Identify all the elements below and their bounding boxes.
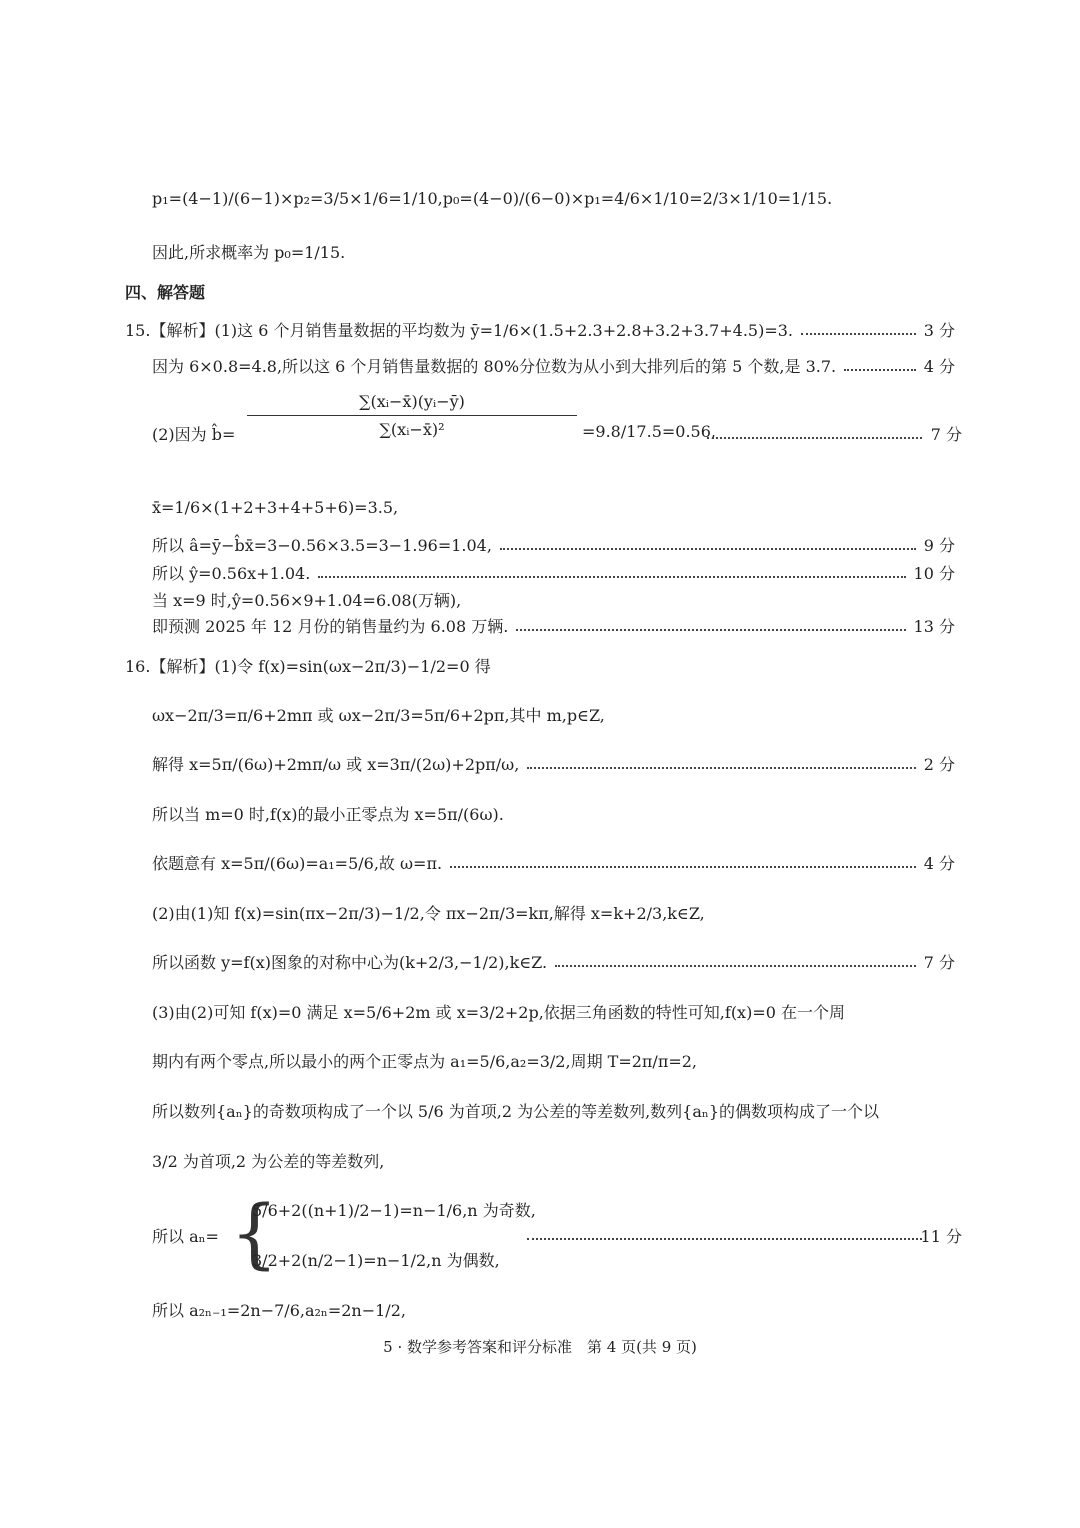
formula-result: =9.8/17.5=0.56, xyxy=(582,422,716,441)
text: (2)由(1)知 f(x)=sin(πx−2π/3)−1/2,令 πx−2π/3=kπ,解得 x=k+2/3,k∈Z, xyxy=(152,904,705,923)
text: 解得 x=5π/(6ω)+2mπ/ω 或 x=3π/(2ω)+2pπ/ω, xyxy=(152,755,520,774)
text: 所以数列{aₙ}的奇数项构成了一个以 5/6 为首项,2 为公差的等差数列,数列{aₙ}的偶数项构成了一个以 xyxy=(152,1102,880,1121)
brace-icon: { xyxy=(230,1188,279,1277)
text: ωx−2π/3=π/6+2mπ 或 ωx−2π/3=5π/6+2pπ,其中 m,p∈Z, xyxy=(152,706,605,725)
score: 2 分 xyxy=(923,755,955,774)
text: 所以当 m=0 时,f(x)的最小正零点为 x=5π/(6ω). xyxy=(152,805,504,824)
score: 7 分 xyxy=(930,425,962,444)
denominator-text: ∑(xᵢ−x̄)² xyxy=(379,420,445,439)
text: 所以函数 y=f(x)图象的对称中心为(k+2/3,−1/2),k∈Z. xyxy=(152,953,548,972)
probability-conclusion xyxy=(152,242,955,264)
text: 因为 6×0.8=4.8,所以这 6 个月销售量数据的 80%分位数为从小到大排列后的第 5 个数,是 3.7. xyxy=(152,357,837,376)
q15-part1-line xyxy=(125,320,955,342)
score: 9 分 xyxy=(923,536,955,555)
q16-period-line xyxy=(152,1051,955,1073)
q16-intro-line xyxy=(125,656,955,678)
q16-solution-line xyxy=(152,754,955,776)
score: 3 分 xyxy=(923,321,955,340)
leader-dots xyxy=(707,437,922,439)
text: 当 x=9 时,ŷ=0.56×9+1.04=6.08(万辆), xyxy=(152,591,462,610)
score: 11 分 xyxy=(920,1227,962,1246)
formula-label: 所以 aₙ= xyxy=(152,1227,219,1246)
q16-even-terms-line xyxy=(152,1151,955,1173)
text: 所以 ŷ=0.56x+1.04. xyxy=(152,564,311,583)
leader-dots xyxy=(527,767,915,769)
probability-line xyxy=(152,188,955,210)
leader-dots xyxy=(318,576,905,578)
q16-min-zero-line xyxy=(152,804,955,826)
leader-dots xyxy=(500,548,916,550)
q16-subsequence-line xyxy=(152,1300,955,1322)
score: 10 分 xyxy=(913,564,955,583)
text: x̄=1/6×(1+2+3+4+5+6)=3.5, xyxy=(152,498,399,517)
q16-equation-line xyxy=(152,705,955,727)
case-even: 3/2+2(n/2−1)=n−1/2,n 为偶数, xyxy=(252,1251,500,1270)
text: 期内有两个零点,所以最小的两个正零点为 a₁=5/6,a₂=3/2,周期 T=2π/π=2, xyxy=(152,1052,698,1071)
text: (3)由(2)可知 f(x)=0 满足 x=5/6+2m 或 x=3/2+2p,依据三角函数的特性可知,f(x)=0 在一个周 xyxy=(152,1003,845,1022)
denominator xyxy=(247,416,577,439)
regression-line xyxy=(152,563,955,585)
prediction-calc-line xyxy=(152,590,955,612)
leader-dots xyxy=(527,1238,922,1240)
formula-label: (2)因为 b̂= xyxy=(152,425,236,444)
q16-part2-line xyxy=(152,903,955,925)
fraction xyxy=(247,392,577,439)
q16-part3-line xyxy=(152,1002,955,1024)
a-hat-line xyxy=(152,535,955,557)
prediction-line xyxy=(152,616,955,638)
leader-dots xyxy=(801,333,916,335)
xbar-line xyxy=(152,497,955,519)
case-odd: 5/6+2((n+1)/2−1)=n−1/6,n 为奇数, xyxy=(252,1201,536,1220)
leader-dots xyxy=(450,866,916,868)
score: 13 分 xyxy=(913,617,955,636)
numerator-text: ∑(xᵢ−x̄)(yᵢ−ȳ) xyxy=(359,392,465,411)
section-heading xyxy=(125,282,955,304)
text: 即预测 2025 年 12 月份的销售量约为 6.08 万辆. xyxy=(152,617,509,636)
score: 4 分 xyxy=(923,357,955,376)
page-footer xyxy=(0,1336,1080,1357)
score: 7 分 xyxy=(923,953,955,972)
text: 15.【解析】(1)这 6 个月销售量数据的平均数为 ȳ=1/6×(1.5+2.3+2.8+3.2+3.7+4.5)=3. xyxy=(125,321,794,340)
text: 四、解答题 xyxy=(125,283,206,302)
q15-percentile-line xyxy=(152,356,955,378)
text: 16.【解析】(1)令 f(x)=sin(ωx−2π/3)−1/2=0 得 xyxy=(125,657,491,676)
q16-omega-line xyxy=(152,853,955,875)
leader-dots xyxy=(516,629,905,631)
leader-dots xyxy=(844,369,916,371)
text: 所以 â=ȳ−b̂x̄=3−0.56×3.5=3−1.96=1.04, xyxy=(152,536,492,555)
footer-text: 5 · 数学参考答案和评分标准 第 4 页(共 9 页) xyxy=(383,1338,697,1356)
q16-symmetry-line xyxy=(152,952,955,974)
regression-slope-formula xyxy=(152,392,962,492)
text: 依题意有 x=5π/(6ω)=a₁=5/6,故 ω=π. xyxy=(152,854,443,873)
text: 因此,所求概率为 p₀=1/15. xyxy=(152,243,346,262)
q16-odd-terms-line xyxy=(152,1101,955,1123)
leader-dots xyxy=(555,965,916,967)
score: 4 分 xyxy=(923,854,955,873)
numerator xyxy=(247,392,577,416)
text: 3/2 为首项,2 为公差的等差数列, xyxy=(152,1152,385,1171)
piecewise-formula xyxy=(152,1190,962,1280)
text: 所以 a₂ₙ₋₁=2n−7/6,a₂ₙ=2n−1/2, xyxy=(152,1301,406,1320)
text: p₁=(4−1)/(6−1)×p₂=3/5×1/6=1/10,p₀=(4−0)/(6−0)×p₁=4/6×1/10=2/3×1/10=1/15. xyxy=(152,189,833,208)
